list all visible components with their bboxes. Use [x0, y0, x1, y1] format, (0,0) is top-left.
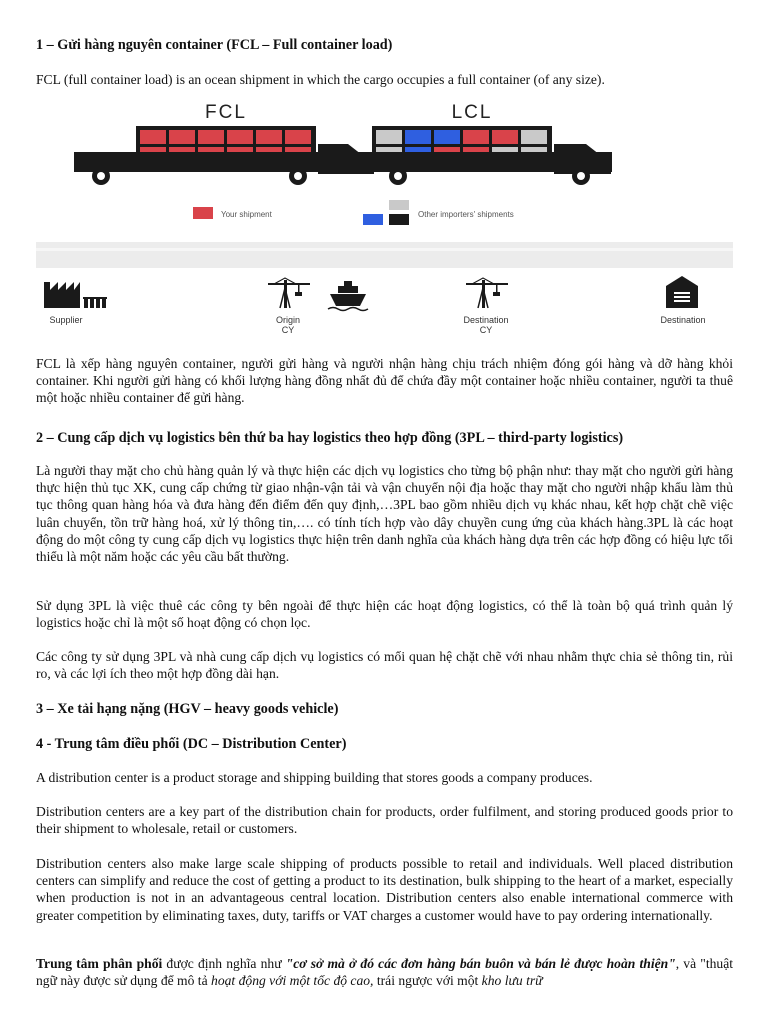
legend-red-swatch: [193, 207, 213, 219]
node-origin-label-2: CY: [281, 325, 295, 335]
container-box: [140, 130, 166, 144]
factory-icon: [44, 282, 107, 308]
lcl-truck: [372, 126, 612, 185]
fcl-truck: [74, 126, 374, 185]
dc-text-3: trái ngược với một: [373, 973, 482, 989]
container-box: [227, 130, 253, 144]
dc-text-1: được định nghĩa như: [162, 956, 286, 971]
dc-italic-1: hoạt động với một tốc độ cao,: [211, 973, 374, 989]
route-band: [36, 242, 733, 268]
node-destcy-label-1: Destination: [463, 315, 509, 325]
container-box: [492, 130, 518, 144]
container-box: [376, 130, 402, 144]
container-box: [256, 130, 282, 144]
container-box: [521, 130, 547, 144]
ship-icon: [328, 281, 368, 311]
legend-other-shipments: Other importers' shipments: [418, 210, 514, 219]
dc-italic-2: kho lưu trữ: [481, 973, 543, 989]
heading-hgv: 3 – Xe tải hạng nặng (HGV – heavy goods vehicle): [36, 701, 339, 717]
dc-definition-bold: "cơ sở mà ở đó các đơn hàng bán buôn và bán lẻ được hoàn thiện": [285, 956, 676, 971]
legend-your-shipment: Your shipment: [221, 210, 272, 219]
node-destination-label: Destination: [660, 315, 706, 325]
node-origin-label-1: Origin: [275, 315, 301, 325]
paragraph-dc-2: Distribution centers are a key part of the distribution chain for products, order fulfilment, and storing produced goods prior to their shipment to wholesale, retail or customers.: [36, 804, 733, 837]
crane-icon-destination: [466, 278, 508, 308]
node-supplier-label: Supplier: [49, 315, 83, 325]
dc-term-bold: Trung tâm phân phối: [36, 956, 163, 971]
warehouse-icon: [666, 276, 698, 308]
paragraph-3pl-2: Sử dụng 3PL là việc thuê các công ty bên ngoài để thực hiện các hoạt động logistics, có thể là toàn bộ quá trình quản lý logistics hoặc chỉ là một số hoạt động có chọn lọc.: [36, 598, 733, 631]
paragraph-3pl-3: Các công ty sử dụng 3PL và nhà cung cấp dịch vụ logistics có mối quan hệ chặt chẽ với nhau nhằm thực chia sẻ thông tin, rủi ro, và các lợi ích theo một hợp đồng dài hạn.: [36, 649, 733, 682]
paragraph-3pl-1: Là người thay mặt cho chủ hàng quản lý và thực hiện các dịch vụ logistics cho từng bộ phận như: thay mặt cho người gửi hàng thực hiện thủ tục XK, cung cấp chứng từ giao nhận-vận tải và vận chuyển nội địa hoặc thay mặt cho người nhập khẩu làm thủ tục thông quan hàng hóa và đưa hàng đến điểm đến quy định,…3PL bao gồm nhiều dịch vụ khác nhau, kết hợp chặt chẽ việc luân chuyển, tồn trữ hàng hoá, xử lý thông tin,…. có tính tích hợp vào dây chuyền cung ứng của khách hàng.3PL là các hoạt động do một công ty cung cấp dịch vụ logistics thực hiện trên danh nghĩa của khách hàng dựa trên các hợp đồng có hiệu lực tối thiểu là một năm hoặc các yêu cầu bất thường.: [36, 463, 733, 565]
crane-icon: [268, 278, 310, 308]
lcl-label: LCL: [451, 102, 493, 123]
fcl-label: FCL: [205, 102, 247, 123]
legend-dark-swatch: [389, 214, 409, 225]
container-box: [198, 130, 224, 144]
paragraph-dc-3: Distribution centers also make large scale shipping of products possible to retail and individuals. Well placed distribution centers can simplify and reduce the cost of getting a product to its destination, bulk shipping to the heart of a market, especially when production is not in an advantageous central location. Distribution centers also enable international commerce with greater competition by eliminating taxes, duty, tariffs or VAT charges a customer would have to pay ordering internationally.: [36, 856, 733, 923]
container-box: [169, 130, 195, 144]
container-box: [405, 130, 431, 144]
legend-grey-swatch: [389, 200, 409, 210]
legend-blue-swatch: [363, 214, 383, 225]
paragraph-fcl-vi: FCL là xếp hàng nguyên container, người gửi hàng và người nhận hàng chịu trách nhiệm đóng gói hàng và dỡ hàng khỏi container. Khi người gửi hàng có khối lượng hàng đồng nhất đủ để chứa đầy một container hoặc nhiều container, người ta thuê một hoặc nhiều container để gửi hàng.: [36, 356, 733, 406]
container-box: [434, 130, 460, 144]
heading-3pl: 2 – Cung cấp dịch vụ logistics bên thứ ba hay logistics theo hợp đồng (3PL – third-party logistics): [36, 430, 624, 446]
paragraph-dc-vi: [36, 955, 733, 989]
heading-dc: 4 - Trung tâm điều phối (DC – Distribution Center): [36, 736, 347, 752]
container-box: [463, 130, 489, 144]
dc-text-2: , và "thuật ngữ này được sử dụng để mô tả: [36, 956, 733, 989]
heading-fcl: 1 – Gửi hàng nguyên container (FCL – Full container load): [36, 37, 393, 53]
node-destcy-label-2: CY: [479, 325, 493, 335]
paragraph-fcl-en: FCL (full container load) is an ocean shipment in which the cargo occupies a full container (of any size).: [36, 72, 605, 87]
paragraph-dc-1: A distribution center is a product storage and shipping building that stores goods a company produces.: [36, 770, 593, 785]
container-box: [285, 130, 311, 144]
fcl-lcl-diagram: [36, 96, 733, 346]
